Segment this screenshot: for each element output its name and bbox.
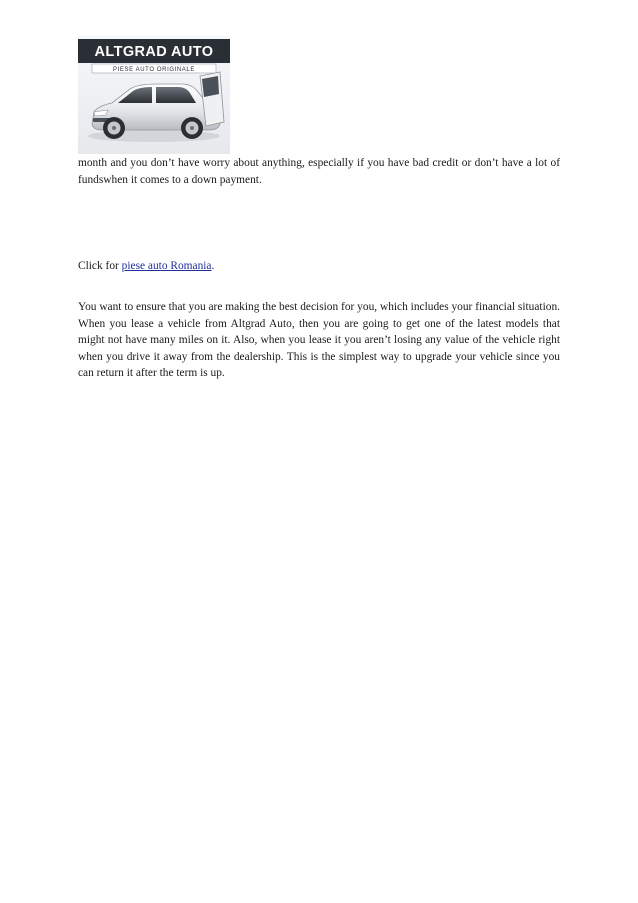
piese-auto-romania-link[interactable]: piese auto Romania	[121, 260, 212, 272]
logo-brand-text: ALTGRAD AUTO	[94, 44, 214, 60]
paragraph-lease-vehicle: You want to ensure that you are making the best decision for you, which includes your financial situation. When you lease a vehicle from Altgrad Auto, then you are going to get one of the latest models that might not have many miles on it. Also, when you lease it you aren’t losing any value of the vehicle right when you drive it away from the dealership. This is the simplest way to upgrade your vehicle since you can return it after the term is up.	[78, 301, 560, 380]
paragraph-down-payment: month and you don’t have worry about anything, especially if you have bad credit or don’t have a lot of fundswhen it comes to a down payment.	[78, 157, 560, 186]
click-for-suffix: .	[211, 260, 215, 272]
logo-graphic	[78, 36, 230, 154]
logo-tagline-text: PIESE AUTO ORIGINALE	[113, 67, 195, 73]
click-for-text: Click for	[78, 260, 122, 272]
altgrad-auto-logo	[78, 36, 230, 154]
paragraph-click-for	[78, 258, 560, 275]
